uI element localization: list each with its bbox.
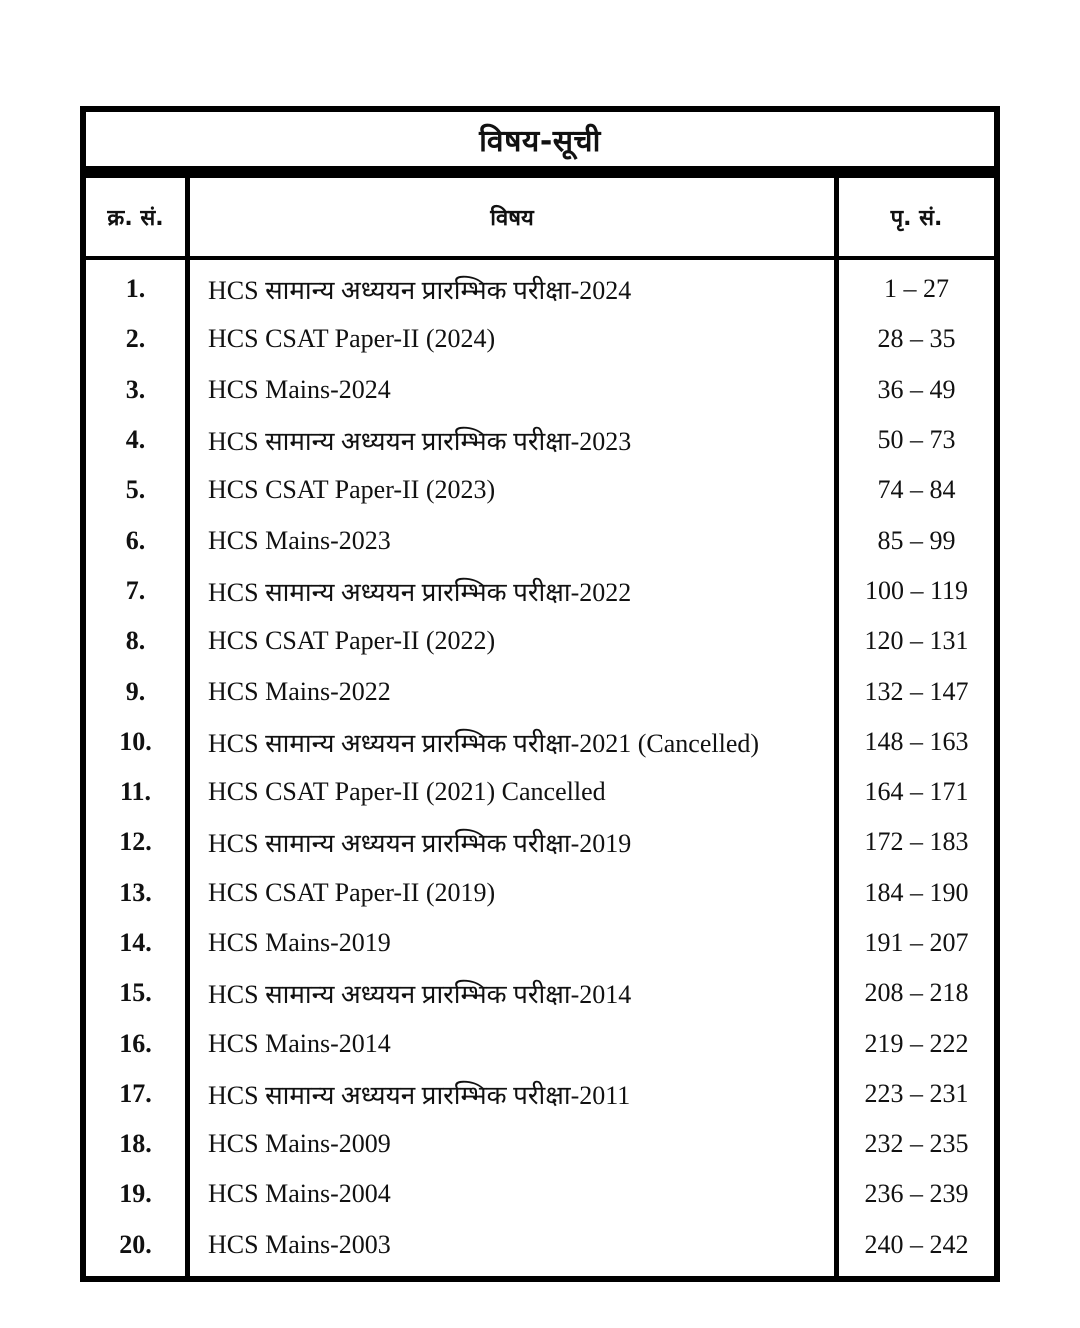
table-row: [86, 667, 994, 717]
header-serial-number: क्र. सं.: [107, 206, 164, 231]
row-page-range: 148 – 163: [864, 726, 969, 756]
row-serial-number: 1.: [125, 274, 146, 304]
table-row: [86, 1169, 994, 1219]
table-of-contents: [80, 106, 1000, 1282]
row-subject: HCS Mains-2019: [208, 928, 391, 957]
table-row: [86, 314, 994, 364]
row-subject: HCS Mains-2009: [208, 1129, 391, 1159]
table-row: [86, 566, 994, 616]
row-serial-number: 4.: [125, 425, 146, 455]
row-serial-number: 10.: [119, 726, 152, 756]
table-row: [86, 1019, 994, 1069]
row-subject: HCS CSAT Paper-II (2024): [208, 324, 496, 354]
row-subject: HCS Mains-2004: [208, 1179, 391, 1209]
table-row: [86, 516, 994, 566]
table-row: [86, 465, 994, 515]
row-page-range: 184 – 190: [864, 877, 969, 907]
table-row: [86, 1119, 994, 1169]
row-subject: HCS CSAT Paper-II (2021) Cancelled: [208, 777, 606, 807]
title-band: [86, 112, 994, 178]
row-page-range: 232 – 235: [864, 1129, 969, 1159]
row-serial-number: 8.: [125, 626, 146, 656]
row-subject: HCS सामान्य अध्ययन प्रारम्भिक परीक्षा-2021 (Cancelled): [208, 728, 760, 758]
row-serial-number: 18.: [119, 1129, 152, 1159]
row-page-range: 223 – 231: [864, 1078, 969, 1108]
row-subject: HCS CSAT Paper-II (2019): [208, 877, 496, 907]
row-page-range: 208 – 218: [864, 978, 969, 1008]
table-row: [86, 1069, 994, 1119]
row-page-range: 172 – 183: [864, 827, 969, 857]
row-serial-number: 2.: [125, 324, 146, 354]
row-page-range: 164 – 171: [864, 777, 969, 807]
row-page-range: 36 – 49: [877, 374, 956, 404]
row-serial-number: 16.: [119, 1028, 152, 1058]
row-serial-number: 20.: [119, 1229, 152, 1259]
row-page-range: 28 – 35: [877, 324, 956, 354]
row-subject: HCS Mains-2014: [208, 1028, 391, 1058]
row-serial-number: 15.: [119, 978, 152, 1008]
row-subject: HCS सामान्य अध्ययन प्रारम्भिक परीक्षा-2014: [208, 980, 632, 1010]
row-serial-number: 14.: [119, 928, 152, 957]
row-page-range: 191 – 207: [864, 928, 969, 957]
row-page-range: 219 – 222: [864, 1028, 969, 1058]
row-subject: HCS सामान्य अध्ययन प्रारम्भिक परीक्षा-2019: [208, 829, 632, 859]
row-page-range: 132 – 147: [864, 676, 969, 706]
table-row: [86, 264, 994, 314]
row-page-range: 85 – 99: [877, 525, 956, 555]
table-row: [86, 817, 994, 867]
row-subject: HCS सामान्य अध्ययन प्रारम्भिक परीक्षा-2023: [208, 427, 632, 457]
row-subject: HCS Mains-2003: [208, 1229, 391, 1259]
row-page-range: 120 – 131: [864, 626, 969, 656]
row-serial-number: 6.: [125, 525, 146, 555]
header-page-number: पृ. सं.: [890, 206, 943, 231]
row-subject: HCS Mains-2022: [208, 676, 391, 706]
row-subject: HCS Mains-2024: [208, 374, 391, 404]
row-serial-number: 7.: [125, 575, 146, 605]
header-row: [86, 178, 994, 260]
row-page-range: 100 – 119: [864, 575, 969, 605]
row-serial-number: 9.: [125, 676, 146, 706]
row-serial-number: 17.: [119, 1078, 152, 1108]
table-row: [86, 767, 994, 817]
row-page-range: 1 – 27: [884, 274, 949, 304]
row-page-range: 50 – 73: [877, 425, 956, 455]
row-subject: HCS Mains-2023: [208, 525, 391, 555]
row-serial-number: 13.: [119, 877, 152, 907]
row-subject: HCS सामान्य अध्ययन प्रारम्भिक परीक्षा-2024: [208, 276, 632, 306]
row-serial-number: 3.: [125, 374, 146, 404]
row-subject: HCS सामान्य अध्ययन प्रारम्भिक परीक्षा-2022: [208, 577, 632, 607]
page-title: विषय-सूची: [479, 123, 601, 159]
table-row: [86, 616, 994, 666]
row-page-range: 74 – 84: [877, 475, 956, 505]
table-row: [86, 868, 994, 918]
row-subject: HCS CSAT Paper-II (2022): [208, 626, 496, 656]
row-page-range: 240 – 242: [864, 1229, 969, 1259]
row-serial-number: 12.: [119, 827, 152, 857]
table-row: [86, 415, 994, 465]
contents-list: [86, 260, 994, 1276]
row-serial-number: 19.: [119, 1179, 152, 1209]
table-row: [86, 1220, 994, 1270]
row-page-range: 236 – 239: [864, 1179, 969, 1209]
table-row: [86, 717, 994, 767]
table-row: [86, 365, 994, 415]
table-row: [86, 968, 994, 1018]
row-serial-number: 5.: [125, 475, 146, 505]
row-subject: HCS CSAT Paper-II (2023): [208, 475, 496, 505]
table-row: [86, 918, 994, 968]
row-subject: HCS सामान्य अध्ययन प्रारम्भिक परीक्षा-2011: [208, 1080, 631, 1110]
row-serial-number: 11.: [119, 777, 152, 807]
header-subject: विषय: [490, 206, 534, 231]
